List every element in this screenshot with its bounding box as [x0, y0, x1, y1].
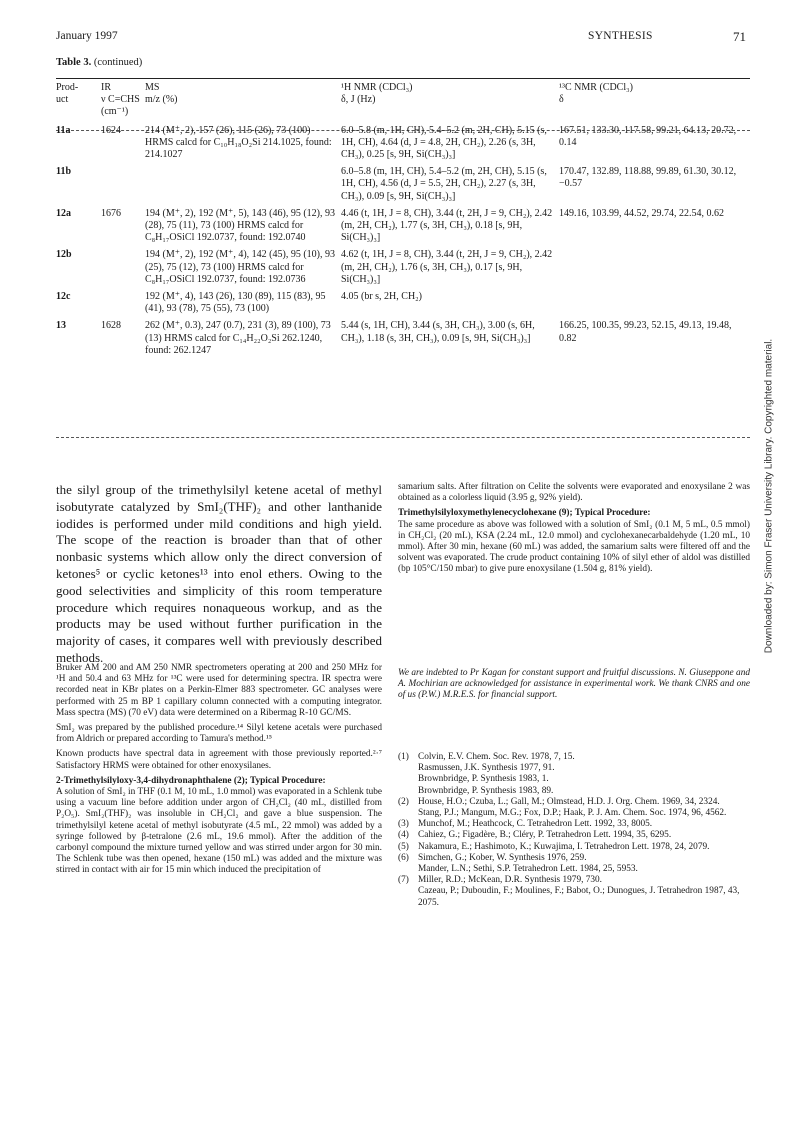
cell-ir: 1624: [101, 124, 121, 136]
table-caption-note: (continued): [93, 57, 143, 68]
table-bottom-rule: [56, 437, 750, 438]
sidebar-text: Downloaded by: Simon Fraser University Library. Copyrighted material.: [763, 338, 775, 654]
reference-citation: Nakamura, E.; Hashimoto, K.; Kuwajima, I. Tetrahedron Lett. 1978, 24, 2079.: [418, 841, 710, 852]
reference-number: (4): [398, 830, 409, 841]
column-header: Prod- uct: [56, 82, 79, 106]
acknowledgement: We are indebted to Pr Kagan for constant support and fruitful discussions. N. Giuseppone and A. Mochirian are acknowledged for assistance in experimental work. We thank CNRS and one of us (P.W.) M.R.E.S. for financial support.: [398, 668, 750, 701]
table-row: [56, 208, 750, 250]
reference-citation: Brownbridge, P. Synthesis 1983, 89.: [418, 785, 554, 796]
cell-ir: 1676: [101, 207, 121, 219]
reference-citation: Cahiez, G.; Figadère, B.; Cléry, P. Tetrahedron Lett. 1994, 35, 6295.: [418, 830, 672, 841]
reference-citation: Cazeau, P.; Duboudin, F.; Moulines, F.; Babot, O.; Dunogues, J. Tetrahedron 1987, 43, 2075.: [418, 886, 740, 908]
cell-c-nmr: 167.51, 133.30, 117.58, 99.21, 64.13, 20.72, 0.14: [559, 124, 737, 148]
reference-number: (1): [398, 752, 409, 762]
reference-item: [398, 819, 750, 830]
table-row: [56, 291, 750, 320]
column-header: ¹H NMR (CDCl₃) δ, J (Hz): [341, 82, 413, 106]
cell-c-nmr: 149.16, 103.99, 44.52, 29.74, 22.54, 0.62: [559, 207, 724, 219]
right-column-text: [398, 482, 750, 580]
reference-citation: Simchen, G.; Kober, W. Synthesis 1976, 259.: [418, 852, 587, 863]
reference-item: [398, 875, 750, 909]
cell-product: 11a: [56, 124, 71, 136]
cell-ms: 194 (M⁺, 2), 192 (M⁺, 5), 143 (46), 95 (12), 93 (28), 75 (11), 73 (100) HRMS calcd for C₈H₁₇OSiCl 192.0737, found: 192.0740: [145, 207, 335, 244]
table-top-rule: [56, 78, 750, 79]
copyright-sidebar: [761, 316, 777, 676]
cell-c-nmr: [559, 249, 750, 291]
running-date: January 1997: [56, 30, 118, 42]
experimental-section: [56, 663, 382, 881]
reference-item: [398, 853, 750, 875]
reference-citation: Munchof, M.; Heathcock, C. Tetrahedron Lett. 1992, 33, 8005.: [418, 819, 653, 830]
reference-citation: Rasmussen, J.K. Synthesis 1977, 91.: [418, 763, 555, 774]
cell-ms: 192 (M⁺, 4), 143 (26), 130 (89), 115 (83), 95 (41), 93 (78), 75 (55), 73 (100): [145, 291, 326, 315]
reference-citation: Colvin, E.V. Chem. Soc. Rev. 1978, 7, 15.: [418, 752, 575, 762]
reference-item: [398, 842, 750, 853]
table-row: [56, 320, 750, 362]
column-header: IR ν C=CHS (cm⁻¹): [101, 82, 140, 118]
data-table: [56, 82, 750, 362]
known-products-paragraph: Known products have spectral data in agreement with those previously reported.²·⁷ Satisfactory HRMS were obtained for other enoxysilanes.: [56, 749, 382, 771]
reference-number: (7): [398, 875, 409, 886]
cell-ir: 1628: [101, 320, 121, 332]
table-row: [56, 249, 750, 291]
cell-h-nmr: 5.44 (s, 1H, CH), 3.44 (s, 3H, CH₃), 3.00 (s, 6H, CH₃), 1.18 (s, 3H, CH₃), 0.09 [s, 9H, Si(CH₃)₃]: [341, 320, 535, 344]
cell-ms: [145, 166, 341, 208]
table-caption-label: Table 3.: [56, 57, 92, 68]
procedure-paragraph: The same procedure as above was followed with a solution of SmI₂ (0.1 M, 5 mL, 0.5 mmol) in CH₂Cl₂ (20 mL), KSA (2.24 mL, 12.0 mmol) and cyclohexanecarbaldehyde (1.20 mL, 10 mmol). After 30 min, hexane (60 mL) was added, the samarium salts were filtered off and the solvent was evaporated. The crude product containing 10% of silyl ether of aldol was distilled (bp 105°C/150 mbar) to give pure enoxysilane (1.504 g, 81% yield).: [398, 519, 750, 575]
cell-ir: [101, 291, 145, 320]
reference-number: (3): [398, 819, 409, 830]
cell-h-nmr: 6.0–5.8 (m, 1H, CH), 5.4–5.2 (m, 2H, CH), 5.15 (s, 1H, CH), 4.64 (d, J = 4.8, 2H, CH₂), 2.26 (s, 3H, CH₃), 0.25 [s, 9H, Si(CH₃)₃]: [341, 124, 547, 161]
cell-product: 12c: [56, 291, 71, 303]
cell-product: 12a: [56, 207, 71, 219]
cell-ms: 214 (M⁺, 2), 157 (26), 115 (26), 73 (100) HRMS calcd for C₁₀H₁₈O₂Si 214.1025, found: 214.1027: [145, 124, 332, 161]
cell-ir: [101, 249, 145, 291]
cell-h-nmr: 4.62 (t, 1H, J = 8, CH), 3.44 (t, 2H, J = 9, CH₂), 2.42 (m, 2H, CH₂), 1.76 (s, 3H, CH₃), 0.17 [s, 9H, Si(CH₃)₃]: [341, 249, 553, 285]
table-row: [56, 166, 750, 208]
column-header: ¹³C NMR (CDCl₃) δ: [559, 82, 633, 106]
reference-item: [398, 752, 750, 797]
cell-h-nmr: 4.46 (t, 1H, J = 8, CH), 3.44 (t, 2H, J = 9, CH₂), 2.42 (m, 2H, CH₂), 1.77 (s, 3H, CH₃), 0.18 [s, 9H, Si(CH₃)₃]: [341, 207, 553, 244]
running-journal-title: SYNTHESIS: [588, 30, 653, 42]
cell-h-nmr: 6.0–5.8 (m, 1H, CH), 5.4–5.2 (m, 2H, CH), 5.15 (s, 1H, CH), 4.56 (d, J = 5.5, 2H, CH₂), 2.27 (s, 3H, CH₃), 0.09 [s, 9H, Si(CH₃)₃]: [341, 166, 547, 202]
reference-number: (6): [398, 852, 409, 863]
procedure-heading: 2-Trimethylsilyloxy-3,4-dihydronaphthalene (2); Typical Procedure:: [56, 775, 326, 786]
cell-product: 11b: [56, 166, 72, 178]
reference-citation: Stang, P.J.; Mangum, M.G.; Fox, D.P.; Haak, P. J. Am. Chem. Soc. 1974, 96, 4562.: [418, 808, 727, 819]
cell-c-nmr: [559, 291, 750, 320]
cell-h-nmr: 4.05 (br s, 2H, CH₂): [341, 291, 422, 303]
reference-citation: Miller, R.D.; McKean, D.R. Synthesis 1979, 730.: [418, 875, 603, 886]
cell-c-nmr: 166.25, 100.35, 99.23, 52.15, 49.13, 19.48, 0.82: [559, 320, 732, 344]
reference-number: (5): [398, 841, 409, 852]
cell-c-nmr: 170.47, 132.89, 118.88, 99.89, 61.30, 30.12, −0.57: [559, 166, 737, 190]
table-caption: [56, 57, 142, 68]
reagents-paragraph: SmI₂ was prepared by the published procedure.¹⁴ Silyl ketene acetals were purchased from Aldrich or prepared according to Tamura's method.¹⁵: [56, 723, 382, 745]
page-number: 71: [733, 29, 746, 44]
reference-item: [398, 797, 750, 819]
cell-product: 13: [56, 320, 66, 332]
column-header: MS m/z (%): [145, 82, 178, 106]
reference-item: [398, 830, 750, 841]
cell-ir: [101, 166, 145, 208]
table-row: [56, 125, 750, 167]
references-section: [398, 752, 750, 909]
body-paragraph-large: the silyl group of the trimethylsilyl ketene acetal of methyl isobutyrate catalyzed by SmI₂(THF)₂ and other lanthanide iodides is performed under mild conditions and high yield. The scope of the reaction is broader than that of other nonbasic systems which allow only the direct conversion of ketones⁵ or cyclic ketones¹³ into enol ethers. Owing to the good selectivities and simplicity of this room temperature procedure which requires nonaqueous workup, and as the products may be used without further purification in the majority of cases, it compares well with previously described methods.: [56, 482, 382, 665]
table-header-row: [56, 82, 750, 125]
cell-product: 12b: [56, 249, 72, 261]
cell-ms: 262 (M⁺, 0.3), 247 (0.7), 231 (3), 89 (100), 73 (13) HRMS calcd for C₁₄H₂₂O₂Si 262.1240, found: 262.1247: [145, 320, 331, 356]
reference-number: (2): [398, 796, 409, 807]
reference-citation: Mander, L.N.; Sethi, S.P. Tetrahedron Lett. 1984, 25, 5953.: [418, 864, 638, 875]
procedure-paragraph: A solution of SmI₂ in THF (0.1 M, 10 mL, 1.0 mmol) was evaporated in a Schlenk tube using a vacuum line before addition under argon of CH₂Cl₂ (40 mL, distilled from P₂O₅). SmI₂(THF)₂ was insoluble in CH₂Cl₂ and gave a blue suspension. The trimethylsilyl ketene acetal of methyl isobutyrate (4.5 mL, 22 mmol) was added by a syringe followed by β-tetralone (2.6 mL, 19.6 mmol). After the addition of the carbonyl compound the mixture turned yellow and was stirred under argon for 30 min. The Schlenk tube was then opened, hexane (150 mL) was added and the mixture was stirred in contact with air for 15 min which induced the precipitation of: [56, 787, 382, 876]
instrumentation-paragraph: Bruker AM 200 and AM 250 NMR spectrometers operating at 200 and 250 MHz for ¹H and 50.4 and 63 MHz for ¹³C were used for determining spectra. IR spectra were recorded neat in KBr plates on a Perkin-Elmer 883 spectrometer. GC analyses were performed with 25 m BP 1 capillary column connected with a computing integrator. Mass spectra (MS) (70 eV) data were determined on a Ribermag R-10 GC/MS.: [56, 663, 382, 718]
procedure-continued-paragraph: samarium salts. After filtration on Celite the solvents were evaporated and enoxysilane 2 was obtained as a colorless liquid (3.95 g, 92% yield).: [398, 482, 750, 504]
reference-citation: House, H.O.; Czuba, L.; Gall, M.; Olmstead, H.D. J. Org. Chem. 1969, 34, 2324.: [418, 796, 720, 807]
cell-ms: 194 (M⁺, 2), 192 (M⁺, 4), 142 (45), 95 (10), 93 (25), 75 (12), 73 (100) HRMS calcd for C₈H₁₇OSiCl 192.0737, found: 192.0736: [145, 249, 335, 285]
reference-citation: Brownbridge, P. Synthesis 1983, 1.: [418, 774, 549, 785]
procedure-heading: Trimethylsilyloxymethylenecyclohexane (9); Typical Procedure:: [398, 508, 651, 519]
